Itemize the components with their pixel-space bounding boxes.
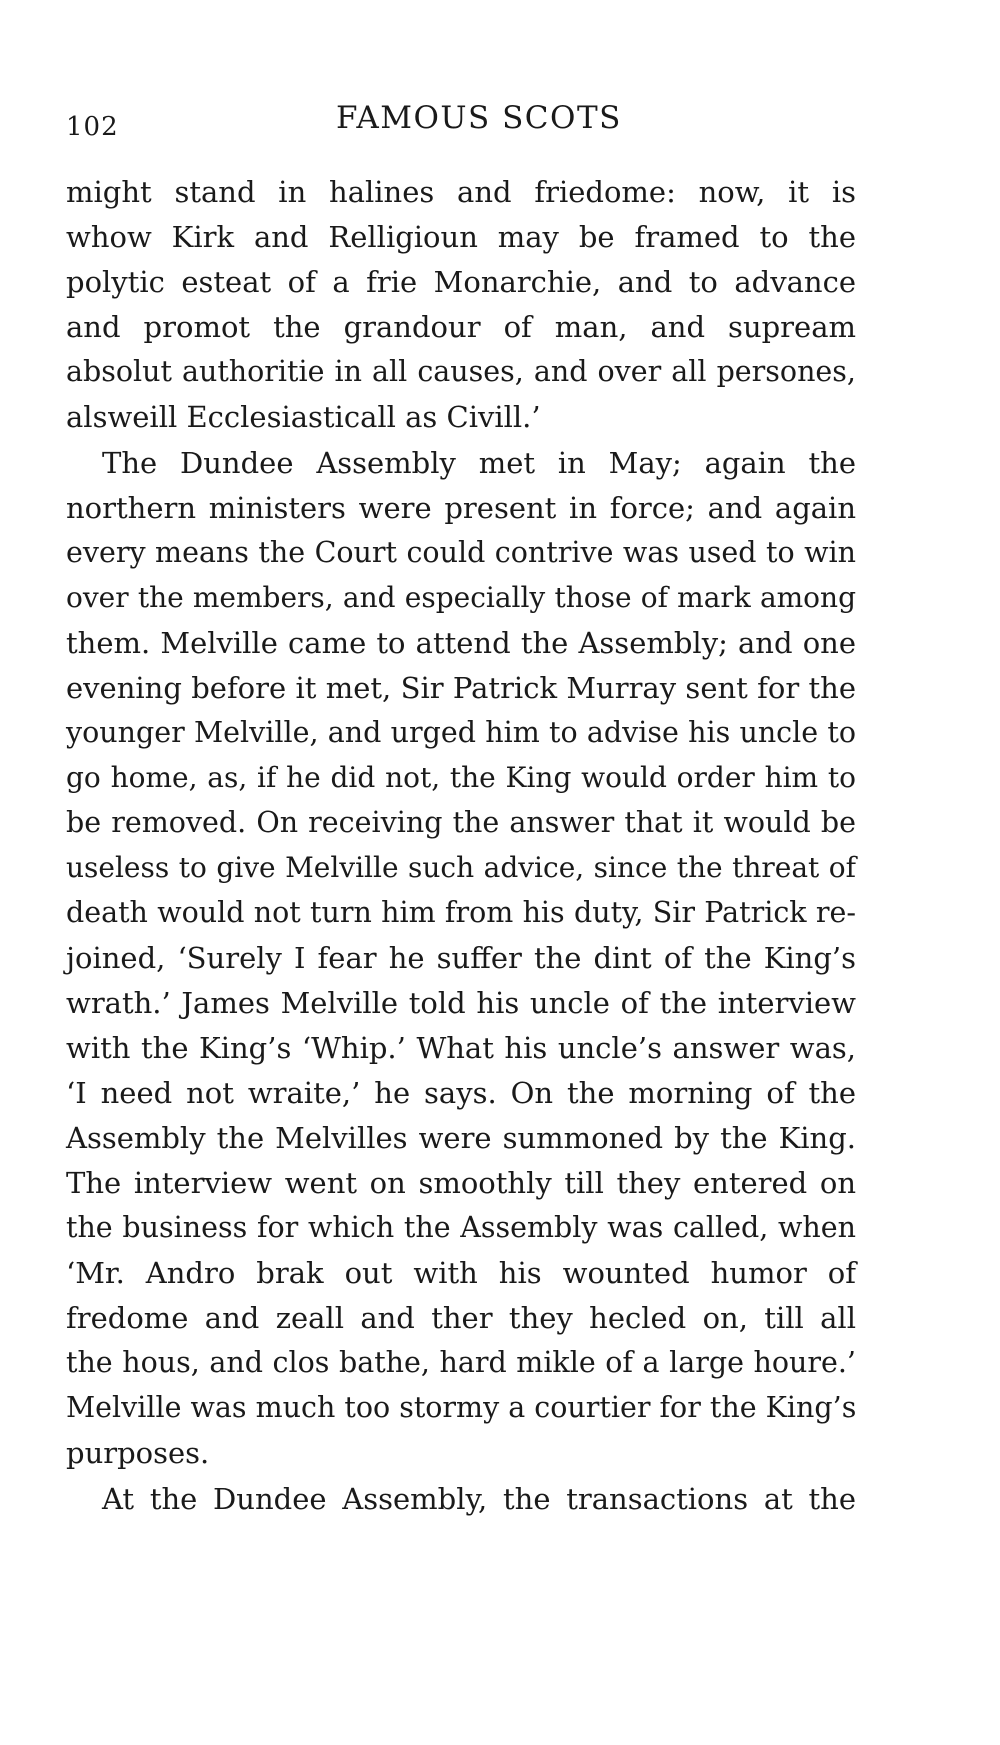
text-line: useless to give Melville such advice, since the threat of [66, 851, 856, 884]
text-line: might stand in halines and friedome: now, it is [66, 175, 856, 209]
text-line: be removed. On receiving the answer that it would be [66, 806, 856, 839]
text-line: ‘Mr. Andro brak out with his wounted humor of [66, 1256, 856, 1290]
text-line: polytic esteat of a frie Monarchie, and to advance [66, 265, 856, 299]
text-line: younger Melville, and urged him to advise his uncle to [66, 716, 856, 749]
text-line: Assembly the Melvilles were summoned by the King. [66, 1121, 856, 1155]
text-line: over the members, and especially those of mark among [66, 581, 856, 614]
text-line: death would not turn him from his duty, Sir Patrick re- [66, 896, 856, 929]
text-line: the business for which the Assembly was called, when [66, 1211, 856, 1244]
text-line: The Dundee Assembly met in May; again the [102, 446, 856, 480]
text-line: evening before it met, Sir Patrick Murray sent for the [66, 671, 856, 705]
page-number: 102 [66, 112, 119, 142]
text-line: and promot the grandour of man, and supream [66, 310, 856, 344]
text-line: ‘I need not wraite,’ he says. On the morning of the [66, 1076, 856, 1110]
text-line: At the Dundee Assembly, the transactions at the [102, 1482, 856, 1516]
text-line: northern ministers were present in force; and again [66, 491, 856, 525]
text-line: The interview went on smoothly till they entered on [66, 1166, 856, 1200]
text-line: whow Kirk and Relligioun may be framed to the [66, 220, 856, 254]
text-line: go home, as, if he did not, the King would order him to [66, 761, 856, 794]
page-header [66, 100, 856, 150]
text-line: fredome and zeall and ther they hecled on, till all [66, 1301, 856, 1335]
text-line: purposes. [66, 1436, 210, 1470]
text-line: every means the Court could contrive was used to win [66, 536, 856, 569]
text-line: wrath.’ James Melville told his uncle of the interview [66, 986, 856, 1020]
running-title: FAMOUS SCOTS [336, 100, 622, 136]
text-line: the hous, and clos bathe, hard mikle of a large houre.’ [66, 1346, 856, 1379]
text-line: absolut authoritie in all causes, and over all persones, [66, 355, 856, 388]
text-line: Melville was much too stormy a courtier for the King’s [66, 1391, 857, 1424]
text-line: alsweill Ecclesiasticall as Civill.’ [66, 400, 541, 434]
text-line: them. Melville came to attend the Assembly; and one [66, 626, 856, 660]
text-line: with the King’s ‘Whip.’ What his uncle’s answer was, [66, 1031, 856, 1065]
text-line: joined, ‘Surely I fear he suffer the dint of the King’s [66, 941, 856, 975]
